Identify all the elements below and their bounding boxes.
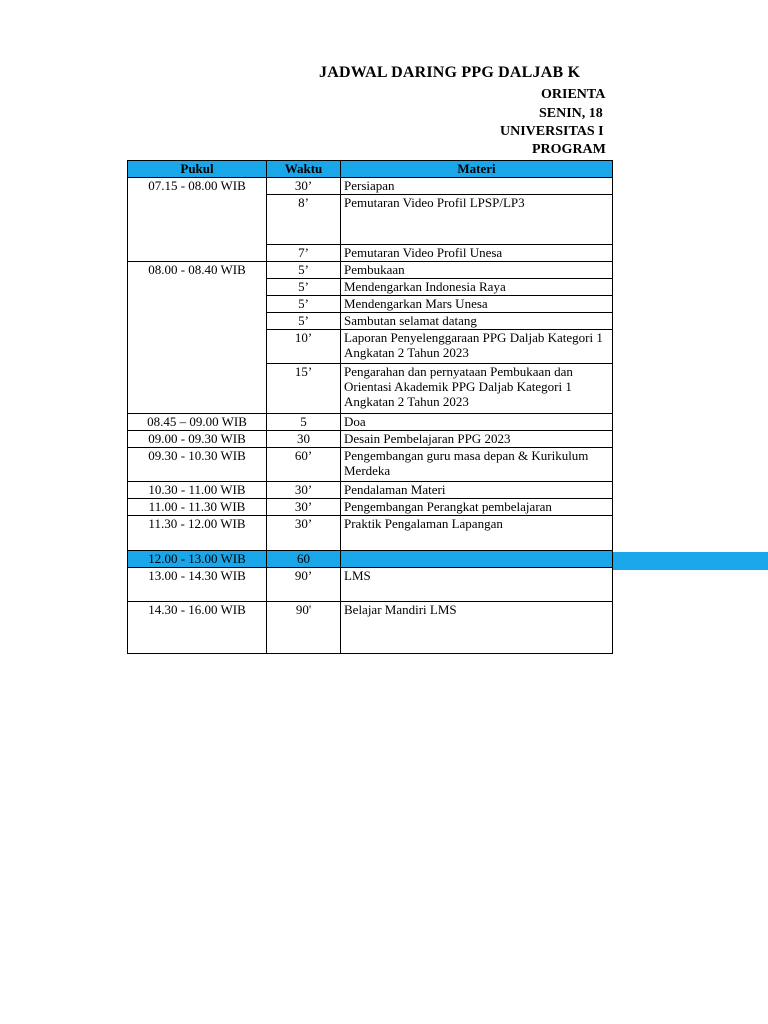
cell-materi: Pembukaan [341, 262, 613, 279]
table-row [128, 364, 613, 414]
cell-waktu: 15’ [267, 364, 341, 414]
cell-pukul [128, 195, 267, 245]
cell-waktu: 60 [267, 551, 341, 568]
cell-materi: Pengembangan guru masa depan & Kurikulum Merdeka [341, 448, 613, 482]
cell-materi: Doa [341, 414, 613, 431]
cell-waktu: 60’ [267, 448, 341, 482]
title-block [0, 64, 612, 164]
highlight-row-extension [612, 552, 768, 570]
cell-waktu: 7’ [267, 245, 341, 262]
cell-materi: Desain Pembelajaran PPG 2023 [341, 431, 613, 448]
cell-pukul [128, 364, 267, 414]
cell-pukul [128, 245, 267, 262]
table-row [128, 262, 613, 279]
title-line-2: ORIENTA [541, 87, 606, 102]
cell-pukul: 14.30 - 16.00 WIB [128, 602, 267, 654]
cell-pukul: 09.30 - 10.30 WIB [128, 448, 267, 482]
cell-materi: Praktik Pengalaman Lapangan [341, 516, 613, 551]
schedule-table [127, 160, 613, 654]
table-row [128, 482, 613, 499]
cell-pukul: 11.30 - 12.00 WIB [128, 516, 267, 551]
cell-waktu: 10’ [267, 330, 341, 364]
cell-materi: Mendengarkan Mars Unesa [341, 296, 613, 313]
table-row [128, 448, 613, 482]
cell-pukul: 13.00 - 14.30 WIB [128, 568, 267, 602]
cell-materi: Mendengarkan Indonesia Raya [341, 279, 613, 296]
cell-materi: Pendalaman Materi [341, 482, 613, 499]
cell-pukul: 11.00 - 11.30 WIB [128, 499, 267, 516]
table-row [128, 431, 613, 448]
cell-pukul: 09.00 - 09.30 WIB [128, 431, 267, 448]
cell-pukul: 08.45 – 09.00 WIB [128, 414, 267, 431]
table-row [128, 245, 613, 262]
cell-waktu: 90' [267, 602, 341, 654]
cell-materi: Pemutaran Video Profil LPSP/LP3 [341, 195, 613, 245]
cell-waktu: 90’ [267, 568, 341, 602]
cell-waktu: 5’ [267, 296, 341, 313]
header-pukul: Pukul [128, 161, 267, 178]
header-waktu: Waktu [267, 161, 341, 178]
cell-waktu: 30 [267, 431, 341, 448]
cell-materi: Pengarahan dan pernyataan Pembukaan dan Orientasi Akademik PPG Daljab Kategori 1 Angkatan 2 Tahun 2023 [341, 364, 613, 414]
cell-waktu: 5’ [267, 279, 341, 296]
cell-pukul: 12.00 - 13.00 WIB [128, 551, 267, 568]
title-line-1: JADWAL DARING PPG DALJAB K [319, 64, 581, 81]
cell-waktu: 5’ [267, 262, 341, 279]
title-line-3: SENIN, 18 [539, 106, 603, 121]
cell-pukul: 08.00 - 08.40 WIB [128, 262, 267, 279]
title-line-5: PROGRAM [532, 142, 606, 157]
cell-materi: LMS [341, 568, 613, 602]
header-materi: Materi [341, 161, 613, 178]
cell-pukul [128, 330, 267, 364]
table-row-highlighted [128, 551, 613, 568]
cell-materi: Laporan Penyelenggaraan PPG Daljab Kategori 1 Angkatan 2 Tahun 2023 [341, 330, 613, 364]
table-row [128, 313, 613, 330]
cell-materi: Pemutaran Video Profil Unesa [341, 245, 613, 262]
cell-pukul [128, 279, 267, 296]
cell-waktu: 5’ [267, 313, 341, 330]
cell-pukul [128, 313, 267, 330]
cell-pukul: 07.15 - 08.00 WIB [128, 178, 267, 195]
table-row [128, 602, 613, 654]
cell-pukul: 10.30 - 11.00 WIB [128, 482, 267, 499]
table-row [128, 178, 613, 195]
cell-materi [341, 551, 613, 568]
cell-waktu: 30’ [267, 499, 341, 516]
cell-materi: Belajar Mandiri LMS [341, 602, 613, 654]
table-row [128, 499, 613, 516]
table-row [128, 414, 613, 431]
table-row [128, 195, 613, 245]
cell-waktu: 8’ [267, 195, 341, 245]
cell-materi: Persiapan [341, 178, 613, 195]
table-row [128, 330, 613, 364]
cell-waktu: 30’ [267, 482, 341, 499]
cell-materi: Pengembangan Perangkat pembelajaran [341, 499, 613, 516]
cell-waktu: 30’ [267, 516, 341, 551]
cell-pukul [128, 296, 267, 313]
cell-materi: Sambutan selamat datang [341, 313, 613, 330]
cell-waktu: 30’ [267, 178, 341, 195]
table-row [128, 296, 613, 313]
table-row [128, 279, 613, 296]
table-row [128, 568, 613, 602]
cell-waktu: 5 [267, 414, 341, 431]
table-header-row [128, 161, 613, 178]
table-row [128, 516, 613, 551]
title-line-4: UNIVERSITAS I [500, 124, 604, 139]
